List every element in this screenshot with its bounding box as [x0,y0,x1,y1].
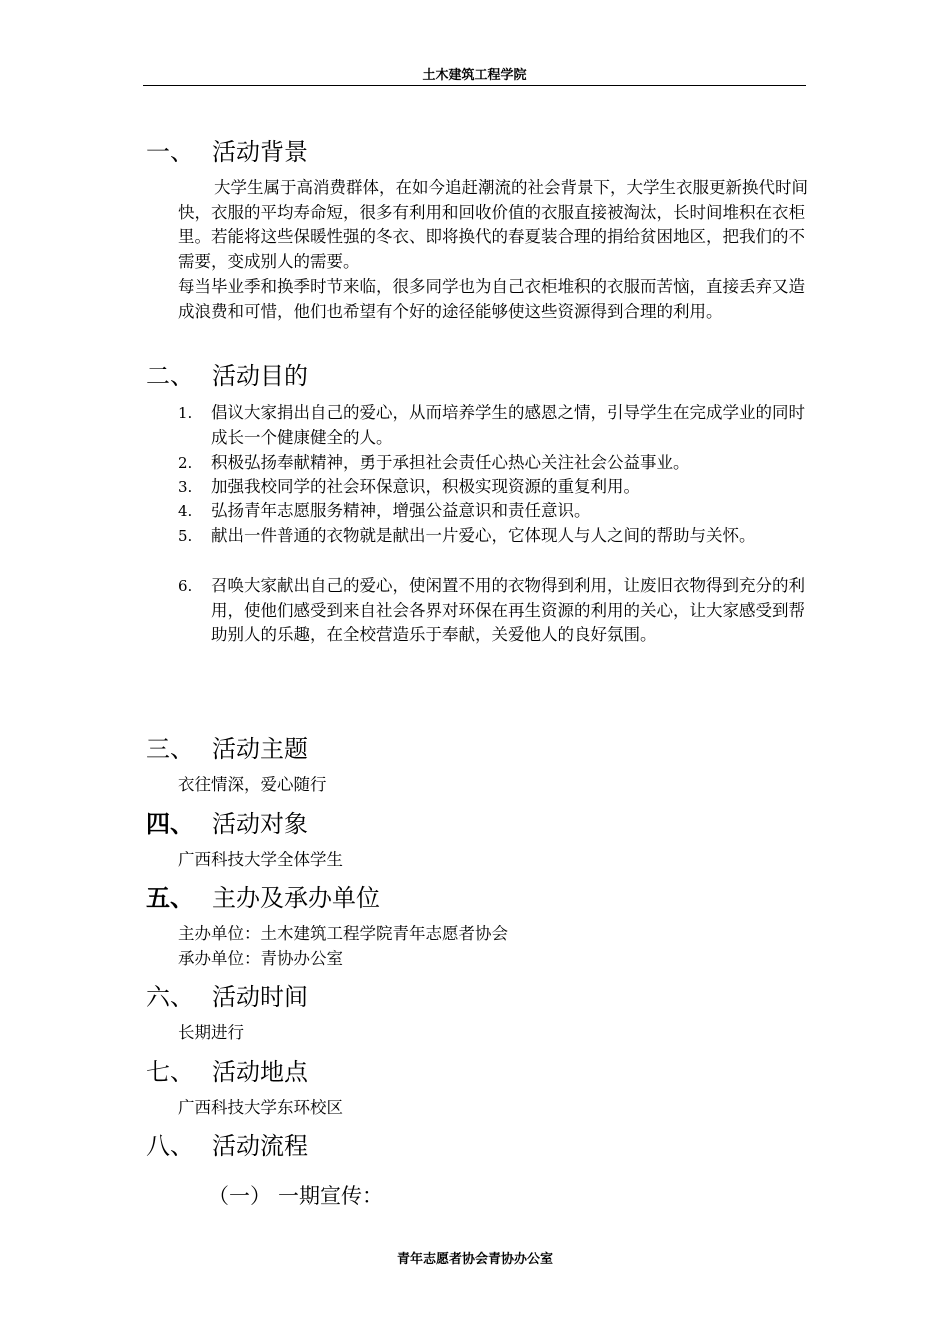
section-heading-target [146,809,308,839]
section-number: 四、 [146,809,194,838]
list-text: 召唤大家献出自己的爱心，使闲置不用的衣物得到利用，让废旧衣物得到充分的利用，使他们感受到来自社会各界对环保在再生资源的利用的关心，让大家感受到帮助别人的乐趣，在全校营造乐于奉献，关爱他人的良好氛围。 [211,576,805,644]
section-heading-purpose [146,361,308,391]
target-text: 广西科技大学全体学生 [178,850,343,869]
list-text: 倡议大家捐出自己的爱心，从而培养学生的感恩之情，引导学生在完成学业的同时成长一个健康健全的人。 [211,403,805,447]
list-number: 2. [178,454,193,472]
section-title: 活动时间 [212,983,308,1011]
theme-text: 衣往情深，爱心随行 [178,775,327,794]
section-title: 活动流程 [212,1132,308,1160]
page-header: 土木建筑工程学院 [422,68,527,83]
section-heading-organizers [146,883,380,913]
section-number: 七、 [146,1058,194,1086]
purpose-item [178,574,808,648]
list-number: 6. [178,577,193,595]
time-text: 长期进行 [178,1023,244,1042]
section-title: 活动地点 [212,1058,308,1086]
list-number: 3. [178,478,193,496]
section-number: 八、 [146,1132,194,1160]
section-title: 活动背景 [212,138,308,166]
purpose-item [178,499,808,524]
section-heading-time [146,982,308,1012]
section-title: 活动主题 [212,735,308,763]
section-title: 活动对象 [212,810,308,838]
section-title: 主办及承办单位 [212,884,380,912]
list-text: 献出一件普通的衣物就是献出一片爱心，它体现人与人之间的帮助与关怀。 [211,526,756,545]
purpose-item [178,475,808,500]
process-subheading [208,1182,383,1210]
list-text: 弘扬青年志愿服务精神，增强公益意识和责任意识。 [211,501,591,520]
subsection-title: 一期宣传： [278,1184,383,1208]
list-number: 4. [178,502,193,520]
purpose-item [178,524,808,549]
section-heading-theme [146,734,308,764]
list-text: 加强我校同学的社会环保意识，积极实现资源的重复利用。 [211,477,640,496]
section-number: 一、 [146,138,194,166]
page-footer: 青年志愿者协会青协办公室 [396,1252,553,1267]
section-heading-location [146,1057,308,1087]
section-number: 六、 [146,983,194,1011]
section-heading-background [146,137,308,167]
header-divider [143,85,806,86]
background-paragraph-2: 每当毕业季和换季时节来临，很多同学也为自己衣柜堆积的衣服而苦恼，直接丢弃又造成浪费和可惜，他们也希望有个好的途径能够使这些资源得到合理的利用。 [178,277,805,321]
section-number: 二、 [146,362,194,390]
list-number: 1. [178,404,193,422]
purpose-item [178,401,808,450]
subsection-number: （一） [208,1184,271,1208]
undertaker-text: 承办单位：青协办公室 [178,949,343,968]
background-paragraph-1: 大学生属于高消费群体，在如今追赶潮流的社会背景下，大学生衣服更新换代时间快，衣服的平均寿命短，很多有利用和回收价值的衣服直接被淘汰，长时间堆积在衣柜里。若能将这些保暖性强的冬衣、即将换代的春夏装合理的捐给贫困地区，把我们的不需要，变成别人的需要。 [178,178,808,271]
location-text: 广西科技大学东环校区 [178,1098,343,1117]
host-text: 主办单位：土木建筑工程学院青年志愿者协会 [178,924,508,943]
section-number: 五、 [146,883,194,912]
list-text: 积极弘扬奉献精神，勇于承担社会责任心热心关注社会公益事业。 [211,453,690,472]
section-title: 活动目的 [212,362,308,390]
section-number: 三、 [146,735,194,763]
purpose-item [178,451,808,476]
section-heading-process [146,1131,308,1161]
list-number: 5. [178,527,193,545]
